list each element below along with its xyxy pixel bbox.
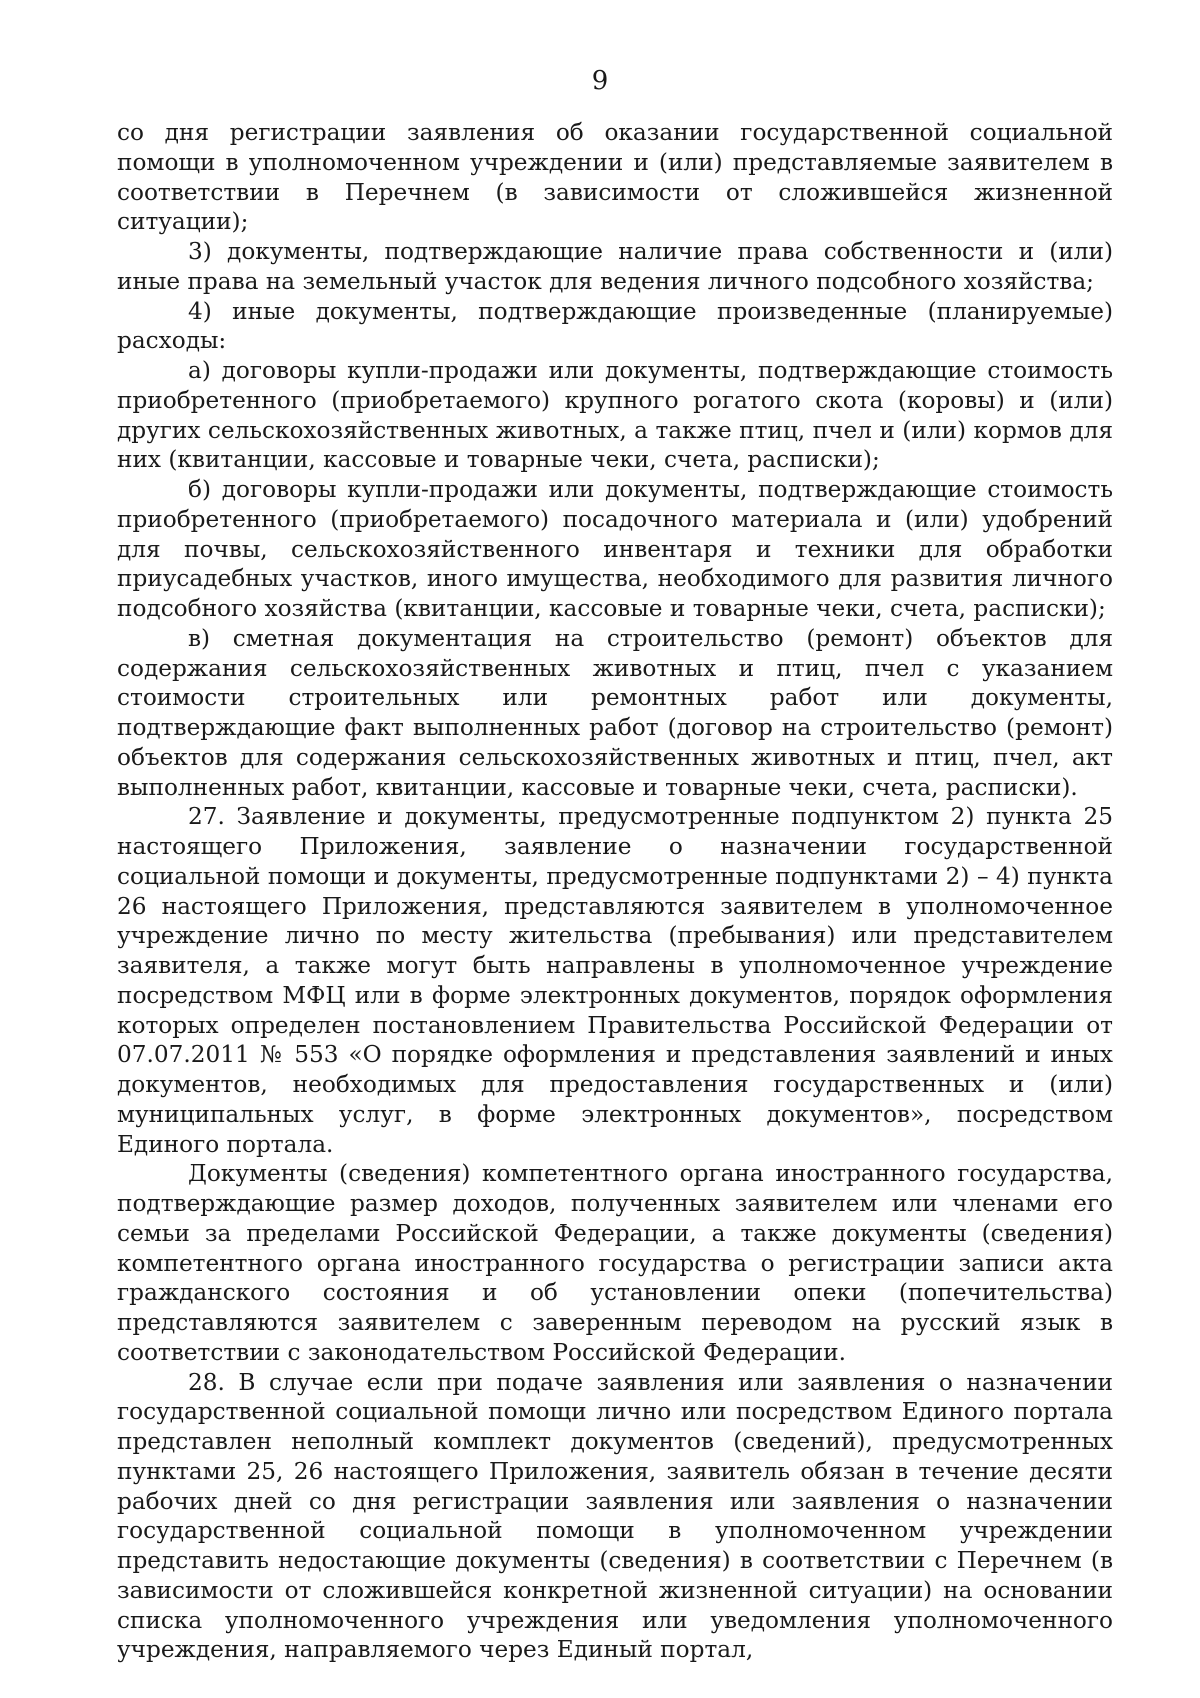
page-number: 9 (591, 66, 609, 96)
paragraph-clause-27: 27. Заявление и документы, предусмотренные подпунктом 2) пункта 25 настоящего Приложения, заявление о назначении государственной социальной помощи и документы, предусмотренные подпунктами 2) – 4) пункта 26 настоящего Приложения, представляются заявителем в уполномоченное учреждение лично по месту жительства (пребывания) или представителем заявителя, а также могут быть направлены в уполномоченное учреждение посредством МФЦ или в форме электронных документов, порядок оформления которых определен постановлением Правительства Российской Федерации от 07.07.2011 № 553 «О порядке оформления и представления заявлений и иных документов, необходимых для предоставления государственных и (или) муниципальных услуг, в форме электронных документов», посредством Единого портала. (117, 803, 1113, 1158)
paragraph-clause-28: 28. В случае если при подаче заявления или заявления о назначении государственной социальной помощи лично или посредством Единого портала представлен неполный комплект документов (сведений), предусмотренных пунктами 25, 26 настоящего Приложения, заявитель обязан в течение десяти рабочих дней со дня регистрации заявления или заявления о назначении государственной социальной помощи в уполномоченном учреждении представить недостающие документы (сведения) в соответствии с Перечнем (в зависимости от сложившейся конкретной жизненной ситуации) на основании списка уполномоченного учреждения или уведомления уполномоченного учреждения, направляемого через Единый портал, (117, 1368, 1113, 1664)
document-body (117, 118, 1113, 1665)
paragraph-item-4: 4) иные документы, подтверждающие произведенные (планируемые) расходы: (117, 297, 1113, 355)
paragraph-subitem-v: в) сметная документация на строительство (ремонт) объектов для содержания сельскохозяйственных животных и птиц, пчел с указанием стоимости строительных или ремонтных работ или документы, подтверждающие факт выполненных работ (договор на строительство (ремонт) объектов для содержания сельскохозяйственных животных и птиц, пчел, акт выполненных работ, квитанции, кассовые и товарные чеки, счета, расписки). (117, 624, 1113, 801)
paragraph-item-3: 3) документы, подтверждающие наличие права собственности и (или) иные права на земельный участок для ведения личного подсобного хозяйства; (117, 238, 1113, 295)
paragraph-subitem-a: а) договоры купли-продажи или документы, подтверждающие стоимость приобретенного (приобретаемого) крупного рогатого скота (коровы) и (или) других сельскохозяйственных животных, а также птиц, пчел и (или) кормов для них (квитанции, кассовые и товарные чеки, счета, расписки); (117, 357, 1113, 474)
paragraph-foreign-documents: Документы (сведения) компетентного органа иностранного государства, подтверждающие размер доходов, полученных заявителем или членами его семьи за пределами Российской Федерации, а также документы (сведения) компетентного органа иностранного государства о регистрации записи акта гражданского состояния и об установлении опеки (попечительства) представляются заявителем с заверенным переводом на русский язык в соответствии с законодательством Российской Федерации. (117, 1160, 1113, 1366)
paragraph-continuation: со дня регистрации заявления об оказании государственной социальной помощи в уполномоченном учреждении и (или) представляемые заявителем в соответствии в Перечнем (в зависимости от сложившейся жизненной ситуации); (117, 119, 1113, 236)
paragraph-subitem-b: б) договоры купли-продажи или документы, подтверждающие стоимость приобретенного (приобретаемого) посадочного материала и (или) удобрений для почвы, сельскохозяйственного инвентаря и техники для обработки приусадебных участков, иного имущества, необходимого для развития личного подсобного хозяйства (квитанции, кассовые и товарные чеки, счета, расписки); (117, 476, 1113, 622)
